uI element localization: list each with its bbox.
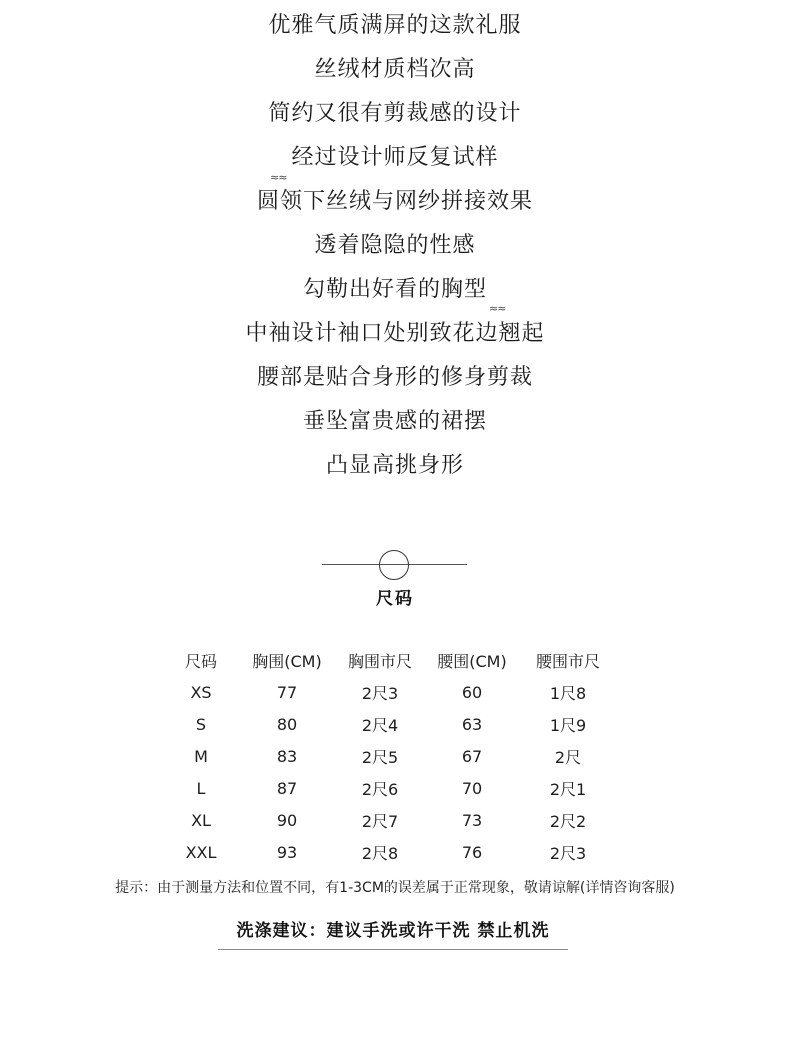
description-line: 腰部是贴合身形的修身剪裁 [256, 365, 533, 390]
wave-ornament-icon: ≈≈ [489, 302, 506, 315]
table-cell: 60 [461, 682, 483, 702]
table-cell: 1尺8 [549, 683, 587, 703]
table-cell: 2尺4 [361, 715, 399, 735]
table-cell: 76 [461, 842, 483, 862]
column-header: 胸围(CM) [252, 651, 322, 671]
washing-instructions: 洗涤建议：建议手洗或许干洗 禁止机洗 [218, 916, 568, 950]
table-cell: S [195, 714, 207, 734]
table-header-row [162, 644, 618, 676]
measurement-tip: 提示：由于测量方法和位置不同，有1-3CM的误差属于正常现象，敬请谅解(详情咨询客服) [115, 880, 675, 896]
table-cell: 90 [276, 810, 298, 830]
table-cell: 77 [276, 682, 298, 702]
table-row [162, 804, 618, 836]
section-divider [322, 550, 467, 580]
column-header: 尺码 [184, 651, 217, 671]
table-cell: M [194, 746, 208, 766]
table-cell: L [196, 778, 206, 798]
table-row [162, 836, 618, 868]
size-table [162, 644, 618, 868]
description-line: 圆领下丝绒与网纱拼接效果 [256, 189, 533, 214]
table-cell: 70 [461, 778, 483, 798]
table-cell: XS [190, 682, 212, 702]
column-header: 胸围市尺 [347, 651, 412, 671]
description-line: 凸显高挑身形 [325, 453, 464, 478]
circle-ornament-icon [379, 550, 409, 580]
table-cell: 93 [276, 842, 298, 862]
table-cell: 67 [461, 746, 483, 766]
column-header: 腰围市尺 [535, 651, 600, 671]
description-line: 垂坠富贵感的裙摆 [302, 409, 487, 434]
table-cell: 2尺7 [361, 811, 399, 831]
table-cell: 2尺1 [549, 779, 587, 799]
table-row [162, 676, 618, 708]
table-row [162, 708, 618, 740]
table-cell: 87 [276, 778, 298, 798]
description-line: 丝绒材质档次高 [314, 57, 476, 82]
table-cell: 1尺9 [549, 715, 587, 735]
description-line: 中袖设计袖口处别致花边翘起 [245, 321, 545, 346]
table-cell: 83 [276, 746, 298, 766]
wave-ornament-icon: ≈≈ [270, 171, 287, 184]
table-cell: 2尺2 [549, 811, 587, 831]
table-cell: 2尺 [554, 747, 582, 767]
table-cell: 2尺8 [361, 843, 399, 863]
description-line: 简约又很有剪裁感的设计 [268, 101, 522, 126]
table-cell: XL [191, 810, 211, 830]
table-cell: 80 [276, 714, 298, 734]
size-section-title: 尺码 [376, 589, 414, 609]
table-cell: 2尺3 [361, 683, 399, 703]
table-row [162, 772, 618, 804]
description-line: 勾勒出好看的胸型 [302, 277, 487, 302]
description-lines [0, 4, 790, 488]
table-cell: 2尺6 [361, 779, 399, 799]
table-cell: XXL [185, 842, 217, 862]
description-line: 透着隐隐的性感 [314, 233, 476, 258]
table-cell: 73 [461, 810, 483, 830]
table-cell: 2尺5 [361, 747, 399, 767]
table-cell: 63 [461, 714, 483, 734]
column-header: 腰围(CM) [437, 651, 507, 671]
description-line: 优雅气质满屏的这款礼服 [268, 13, 522, 38]
table-cell: 2尺3 [549, 843, 587, 863]
table-row [162, 740, 618, 772]
description-line: 经过设计师反复试样 [291, 145, 499, 170]
